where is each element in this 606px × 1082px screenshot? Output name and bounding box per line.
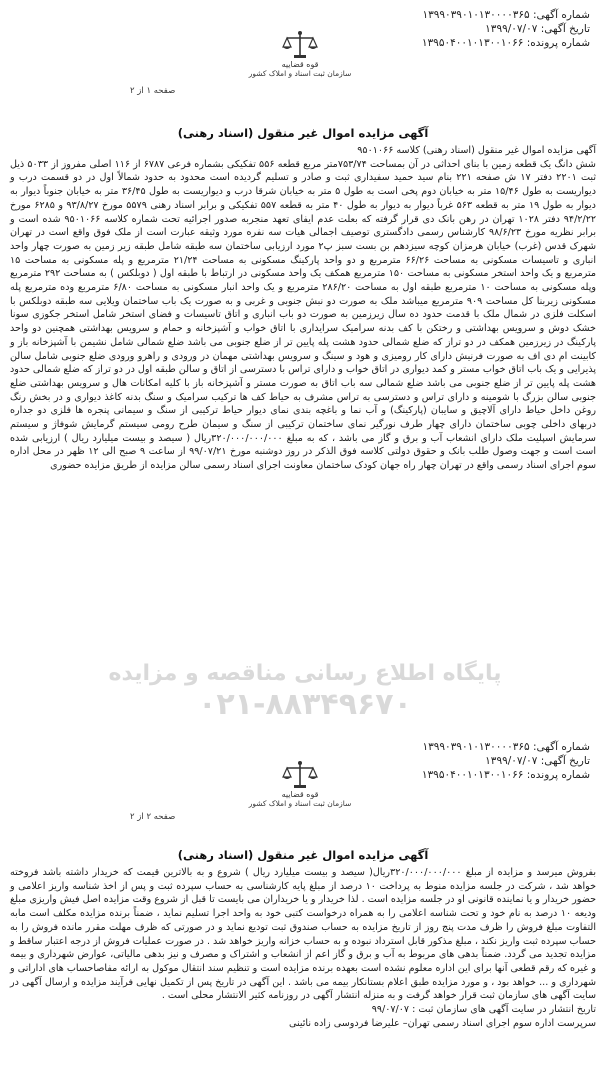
- ad-number: شماره آگهی: ۱۳۹۹۰۳۹۰۱۰۱۳۰۰۰۰۳۶۵: [422, 741, 590, 753]
- notice-title: آگهی مزایده اموال غیر منقول (اسناد رهنی): [177, 126, 429, 140]
- watermark: [70, 660, 540, 730]
- logo-line-1: قوه قضاییه: [281, 790, 319, 799]
- notice-body: [10, 866, 596, 1030]
- logo-line-1: قوه قضاییه: [281, 60, 319, 69]
- file-number: شماره پرونده: ۱۳۹۵۰۴۰۰۱۰۱۳۰۰۱۰۶۶: [421, 769, 590, 781]
- notice-body: [10, 144, 596, 473]
- judiciary-logo: [240, 760, 360, 812]
- notice-paragraph: بفروش میرسد و مزایده از مبلغ ۳۲۰/۰۰۰/۰۰۰/۰۰۰ریال( سیصد و بیست میلیارد ریال ) شروع و به بالاترین قیمت که خریدار داشته باشد فروخته خواهد شد ، شرکت در جلسه مزایده منوط به پرداخت ۱۰ درصد از مبلغ پایه کارشناسی به حساب سپرده ثبت و پس از اخذ شناسه واریز اعلامی و حضور خریدار و یا نماینده قانونی او در جلسه مزایده است . لذا خریدار و یا خریداران می بایست تا قبل از شروع وقت مزایده اصل فیش واریزی مبلغ ودیعه ۱۰ درصد به نام خود و تحت شناسه اعلامی را به همراه درخواست کتبی خود به واحد اجرا تسلیم نماید ، ضمناً برنده مزایده مکلف است مابه التفاوت مبلغ فروش را ظرف مدت پنج روز از تاریخ مزایده به حساب صندوق ثبت تودیع نماید و در صورتی که ظرف مهلت مقرر مانده فروش را به حساب سپرده ثبت واریز نکند ، مبلغ مذکور قابل استرداد نبوده و به حساب خزانه واریز خواهد شد . در صورت عملیات فروش از درجه اعتبار ساقط و مزایده تجدید می گردد. ضمناً بدهی های مربوط به آب و برق و گاز اعم از انشعاب و اشتراک و مصرف و نیز بدهی مالیاتی، عوارض شهرداری و بیمه و غیره که رقم قطعی آنها برای این اداره معلوم نشده است بعهده برنده مزایده است و تنظیم سند انتقال موکول به ارائه مفاصاحساب های اداراتی و شهرداری و ... خواهد بود ، و مورد مزایده طبق اعلام بستانکار بیمه می باشد . این آگهی در تاریخ پس از تکمیل نهایی فرآیند مزایده و ارسال آگهی در سایت آگهی های سازمان ثبت قرار خواهد گرفت و به منزله انتشار آگهی در روزنامه کثیر الانتشار محلی است .: [10, 867, 597, 1002]
- judiciary-logo: [240, 30, 360, 82]
- logo-line-2: سازمان ثبت اسناد و املاک کشور: [248, 69, 352, 78]
- ad-date: تاریخ آگهی: ۱۳۹۹/۰۷/۰۷: [485, 23, 590, 35]
- logo-line-2: سازمان ثبت اسناد و املاک کشور: [248, 799, 352, 808]
- publish-date: تاریخ انتشار در سایت آگهی های سازمان ثبت : ۹۹/۰۷/۰۷: [371, 1004, 596, 1016]
- page-label: صفحه ۲ از ۲: [130, 812, 176, 822]
- notice-2-header-info: [422, 740, 590, 782]
- notice-title: آگهی مزایده اموال غیر منقول (اسناد رهنی): [177, 848, 429, 862]
- notice-paragraph: آگهی مزایده اموال غیر منقول (اسناد رهنی) کلاسه ۹۵۰۱۰۶۶: [357, 145, 596, 156]
- scales-emblem-icon: [282, 30, 318, 60]
- watermark-line-1: پایگاه اطلاع رسانی مناقصه و مزایده: [108, 661, 502, 686]
- page-label: صفحه ۱ از ۲: [130, 86, 176, 96]
- scales-emblem-icon: [282, 760, 318, 790]
- file-number: شماره پرونده: ۱۳۹۵۰۴۰۰۱۰۱۳۰۰۱۰۶۶: [421, 37, 590, 49]
- notice-paragraph: شش دانگ یک قطعه زمین با بنای احداثی در آن بمساحت ۷۵۳/۷۴متر مربع قطعه ۵۵۶ تفکیکی بشماره فرعی ۶۷۸۷ از ۱۱۶ اصلی مفروز از ۵۰۳۳ ذیل ثبت ۲۲۰۱ دفتر ۱۷ ش صفحه ۲۲۱ بنام سید حمید سفیداری ثبت و صادر و تسلیم گردیده است محدود به حدود شمالاً اول در دو قسمت درب و دیواریست به طول ۱۵/۴۶ متر به خیابان دوم پخی است به طول ۵ متر به خیابان شرقا درب و دیواریست به طول ۳۶/۴۵ متر به خیابان جنوباً دیوار به دیوار به طول ۱۹ متر به قطعه ۵۶۳ غرباً دیوار به دیوار به طول ۴۰ متر به قطعه ۵۵۷ تفکیکی و برابر اسناد رهنی ۵۵۷۹ مورخ ۹۳/۸/۲۷ و ۶۲۸۵ مورخ ۹۴/۲/۲۲ دفتر ۱۰۲۸ تهران در رهن بانک دی قرار گرفته که بعلت عدم ایفای تعهد منجربه صدور اجرائیه تحت شماره کلاسه ۹۵۰۱۰۶۶ شده است و برابر نظریه مورخ ۹۸/۶/۲۳ کارشناس رسمی دادگستری توصیف اجمالی هیات سه نفره مورد وثیقه عبارت است از ملک فوق واقع است در تهران شهرک قدس (غرب) خیابان هرمزان کوچه سیزدهم بن بست سبز پ۲ مورد ارزیابی ساختمان سه طبقه شامل طبقه زیر زمین به صورت چهار واحد انباری و تاسیسات مسکونی به مساحت ۶۶/۲۶ مترمربع و دو واحد پارکینگ مسکونی به مساحت ۲۱/۲۴ مترمربع و پله مسکونی به مساحت ۱۵ مترمربع و یک واحد استخر مسکونی به مساحت ۱۵۰ مترمربع همکف یک واحد مسکونی در ارتباط با طبقه اول ( دوبلکس ) به مساحت ۲۹۲ مترمربع وپله مسکونی به مساحت ۱۰ مترمربع طبقه اول به مساحت ۲۸۶/۲۰ مترمربع و یک واحد انبار مسکونی به مساحت ۶/۸۰ مترمربع وده مترمربع پله مسکونی زیربنا کل مساحت ۹۰۹ مترمربع میباشد ملک به صورت دو نبش جنوبی و غربی و به صورت یک باب ساختمان ویلایی سه طبقه دوبلکس با اسکلت فلزی در شمال ملک با قدمت حدود ده سال زیرزمین به صورت دو باب انباری و اتاق تاسیسات و فضای استخر شامل استخر جکوزی سونا خشک دوش و سرویس بهداشتی و رختکن با کف بدنه سرامیک سرایداری با اتاق خواب و آشپزخانه و حمام و سرویس بهداشتی همچنین دو واحد پارکینگ در زیرزمین همکف در دو تراز که ضلع شمالی حدود هشت پله پایین تر از ضلع جنوبی می باشد ضلع شمالی شامل نشیمن با آشپزخانه باز و کابینت ام دی اف به صورت فرنیش دارای کار رومیزی و هود و سینگ و سرویس بهداشتی مهمان در ورودی و راهرو ورودی ضلع جنوبی شامل سالن پذیرایی و یک باب اتاق خواب مستر و کمد دیواری در اتاق خواب و دارای تراس با دسترسی از اتاق و سالن طبقه اول در دو تراز که ضلع شمالی حدود هشت پله پایین تر از ضلع جنوبی می باشد ضلع شمالی سه باب اتاق به صورت مستر و آشپزخانه باز با کلیه امکانات هال و سرویس بهداشتی ضلع جنوبی سالن بزرگ با شومینه و دارای تراس و دسترسی به تراس مشرف به حیاط کف ها ترکیب سرامیک و سنگ بدنه کاغذ دیواری و در بخش رنگ روغن داخل حیاط دارای آلاچیق و سایبان (پارکینگ) و آب نما و باغچه بندی نمای دیوار حیاط ترکیبی از سنگ و سیمانی پنجره ها فلزی دو جداره دربهای داخلی چوبی ساختمان دارای چهار طرف نورگیر نمای ساختمان ترکیبی از سنگ و سیمان طرح رومی سیستم گرمایش شوفاژ و سیستم سرمایش اسپلیت ملک دارای انشعاب آب و برق و گاز می باشد ، که به مبلغ ۳۲۰/۰۰۰/۰۰۰/۰۰۰ریال ( سیصد و بیست میلیارد ریال ) ارزیابی شده است است و جهت وصول طلب بانک و حقوق دولتی کلاسه فوق الذکر در روز دوشنبه مورخ ۹۹/۰۷/۲۱ از ساعت ۹ صبح الی ۱۲ ظهر در محل اداره سوم اجرای اسناد رسمی واقع در تهران چهار راه جهان کودک ساختمان معاونت اجرای اسناد رسمی سالن مزایده از طریق مزایده حضوری: [10, 158, 597, 472]
- notice-1-header-info: [422, 8, 590, 50]
- ad-date: تاریخ آگهی: ۱۳۹۹/۰۷/۰۷: [485, 755, 590, 767]
- watermark-line-2: ۰۲۱-۸۸۳۴۹۶۷۰: [198, 687, 412, 722]
- signature-line: سرپرست اداره سوم اجرای اسناد رسمی تهران– علیرضا فردوسی زاده نائینی: [288, 1017, 596, 1029]
- ad-number: شماره آگهی: ۱۳۹۹۰۳۹۰۱۰۱۳۰۰۰۰۳۶۵: [422, 9, 590, 21]
- notice-sheet-2: [0, 740, 606, 1082]
